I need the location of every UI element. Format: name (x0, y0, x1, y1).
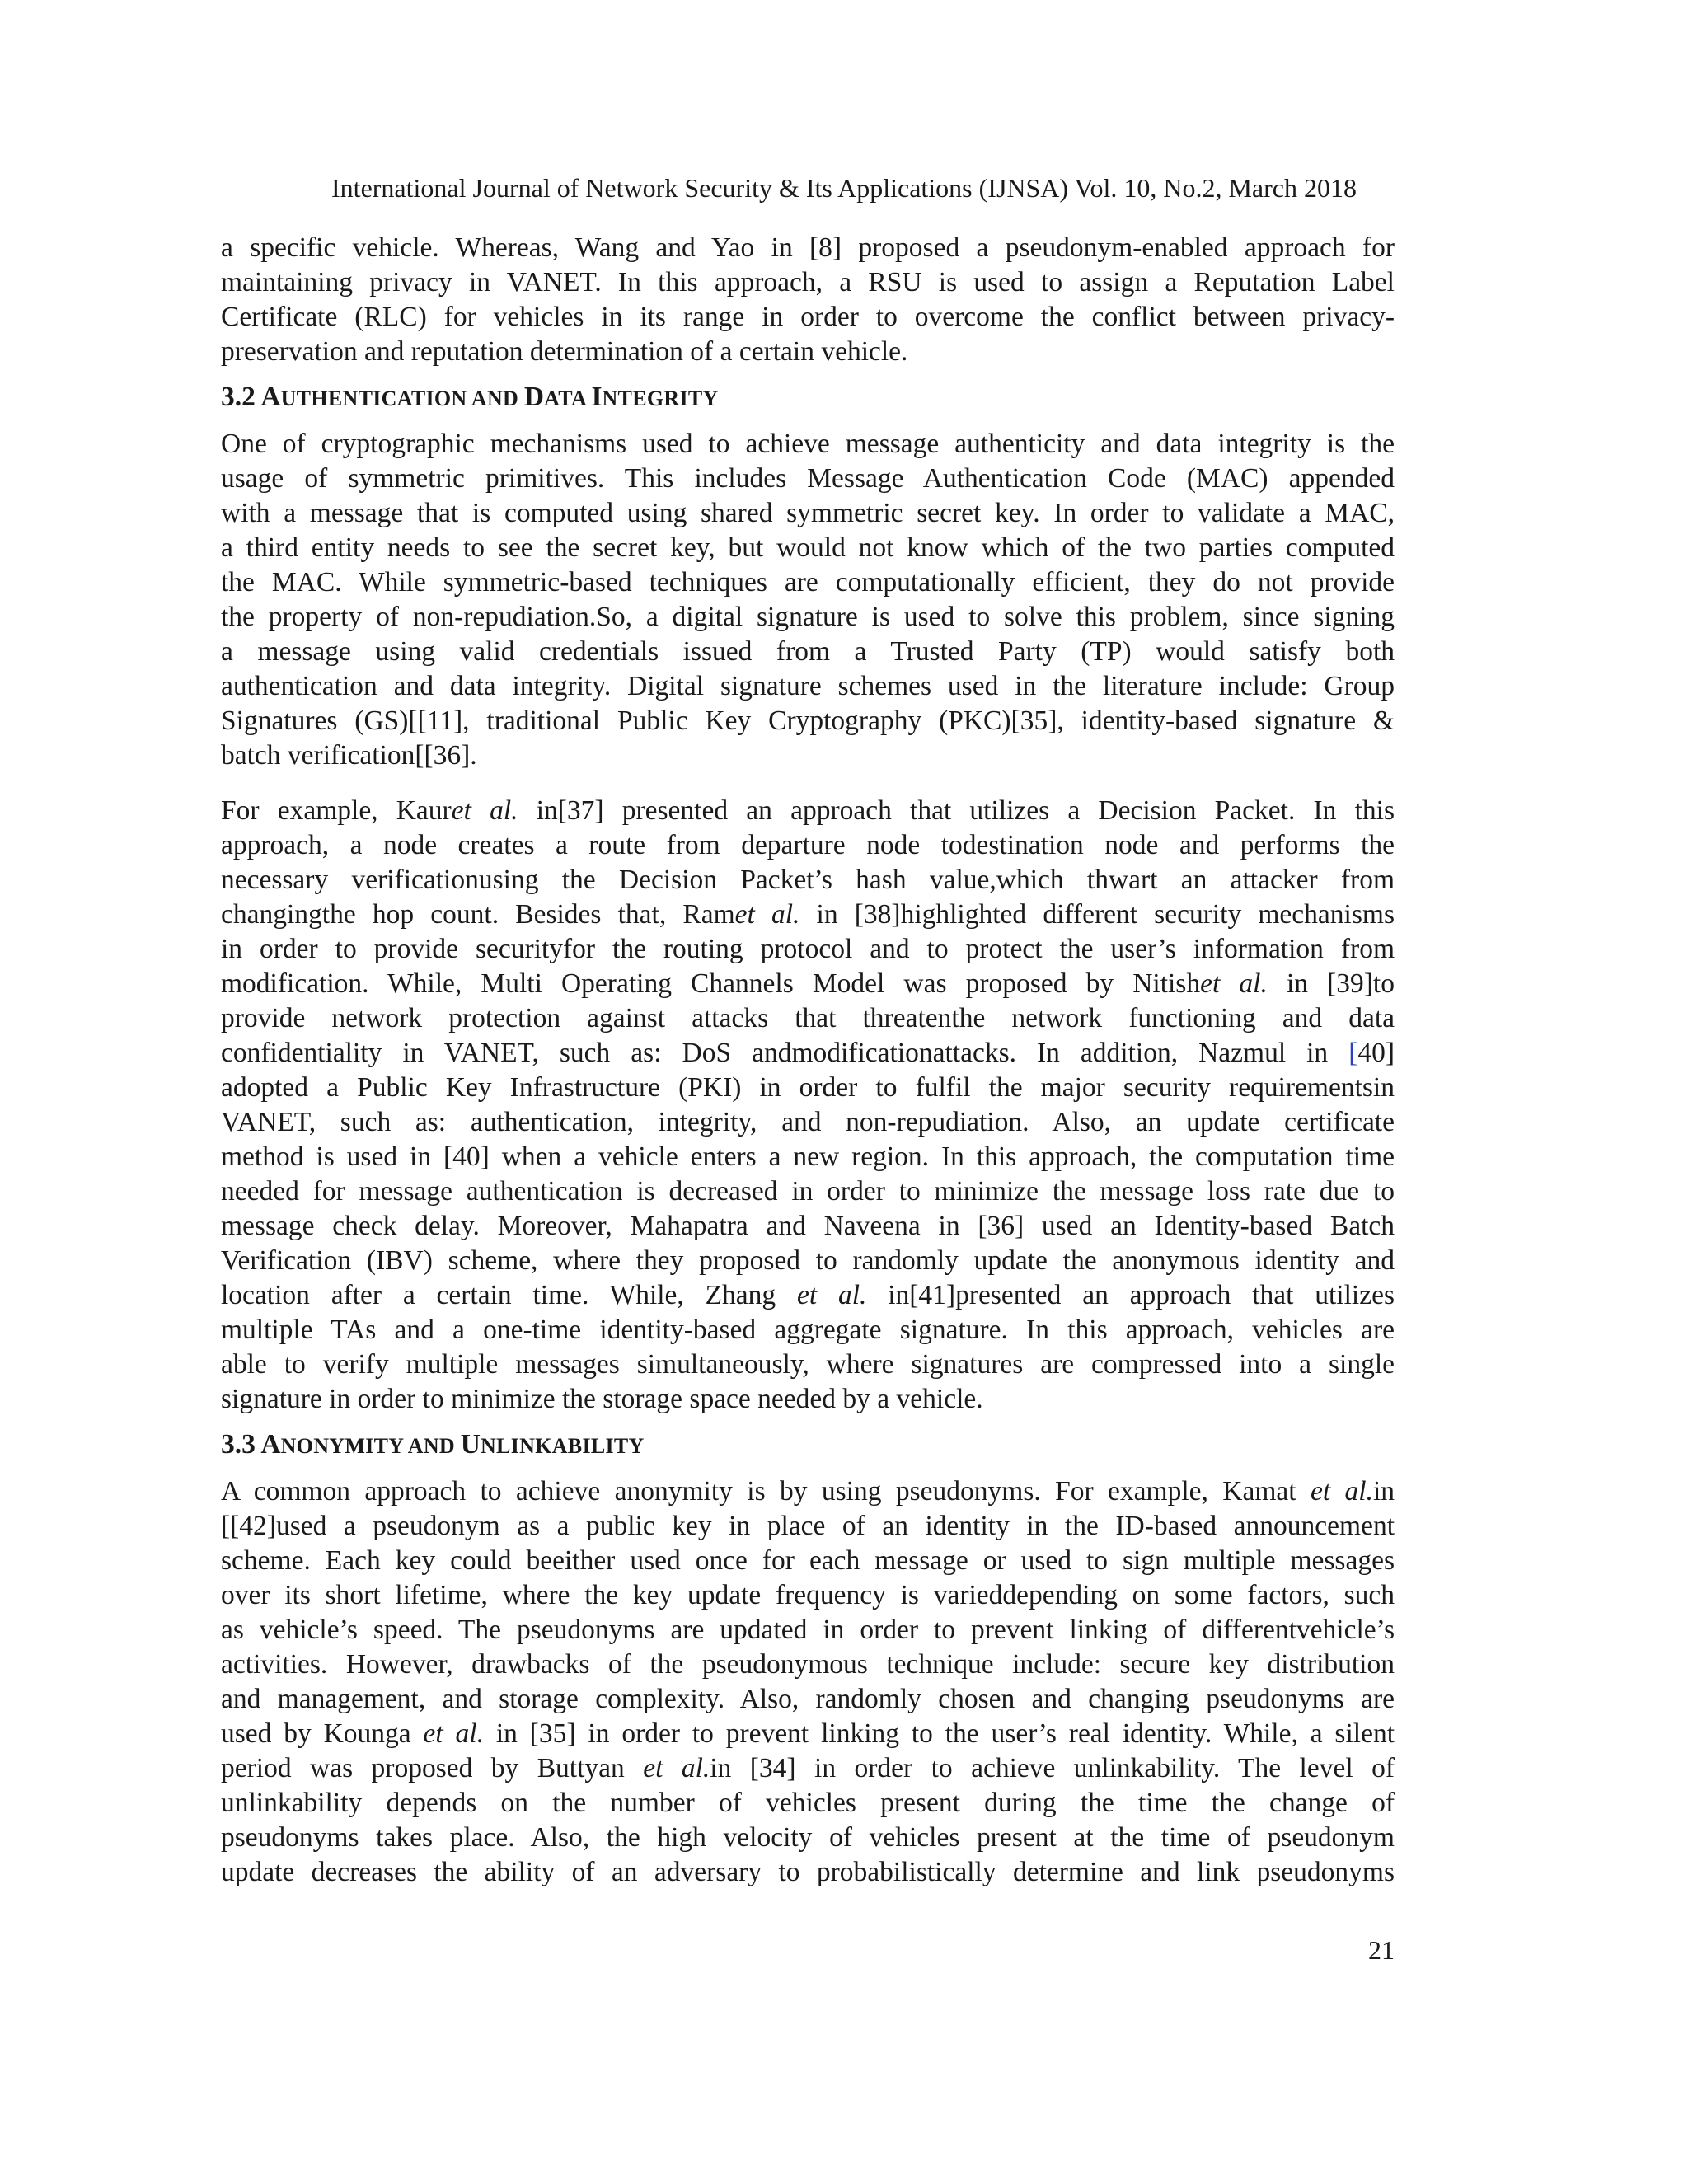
section-title-part: NLINKABILITY (480, 1434, 645, 1458)
text-run: in[41]presented an approach that utilizes (866, 1280, 1395, 1310)
text-run: used by Kounga (221, 1718, 424, 1749)
text-line: Certificate (RLC) for vehicles in its range in order to overcome the conflict between privacy- (221, 302, 1395, 332)
text-line (221, 1278, 1395, 1313)
et-al-italic: et al. (1200, 968, 1268, 999)
text-run: in[37] presented an approach that utilizes a Decision Packet. In this (518, 795, 1395, 826)
text-line: needed for message authentication is decreased in order to minimize the message loss rate due to (221, 1176, 1395, 1207)
section-title-part: NONYMITY AND (280, 1434, 461, 1458)
anonymity-paragraph (221, 1474, 1395, 1890)
text-line: unlinkability depends on the number of vehicles present during the time the change of (221, 1788, 1395, 1818)
section-title-part: A (260, 1429, 281, 1460)
text-line (221, 1036, 1395, 1071)
text-run: in [35] in order to prevent linking to the user’s real identity. While, a silent (484, 1718, 1395, 1749)
text-line: provide network protection against attacks that threatenthe network functioning and data (221, 1003, 1395, 1033)
section-title-part: U (460, 1429, 481, 1460)
text-line (221, 1474, 1395, 1509)
section-title-part: I (591, 382, 603, 412)
text-line: with a message that is computed using shared symmetric secret key. In order to validate a MAC, (221, 498, 1395, 528)
section-number: 3.3 (221, 1429, 256, 1460)
text-line: over its short lifetime, where the key update frequency is varieddepending on some factors, such (221, 1580, 1395, 1610)
text-line: as vehicle’s speed. The pseudonyms are updated in order to prevent linking of differentvehicle’s (221, 1615, 1395, 1645)
text-line (221, 1751, 1395, 1786)
text-line: in order to provide securityfor the routing protocol and to protect the user’s information from (221, 934, 1395, 964)
text-line: a third entity needs to see the secret key, but would not know which of the two parties computed (221, 532, 1395, 563)
text-line: adopted a Public Key Infrastructure (PKI) in order to fulfil the major security requirementsin (221, 1072, 1395, 1103)
text-run: in [39]to (1267, 968, 1395, 999)
section-title-part: D (523, 382, 545, 412)
section-heading-3-2 (221, 379, 1395, 417)
section-heading-3-3 (221, 1427, 1395, 1465)
text-line: able to verify multiple messages simultaneously, where signatures are compressed into a single (221, 1349, 1395, 1380)
text-line: update decreases the ability of an adversary to probabilistically determine and link pseudonyms (221, 1857, 1395, 1887)
text-line: Verification (IBV) scheme, where they proposed to randomly update the anonymous identity and (221, 1245, 1395, 1276)
text-line: [[42]used a pseudonym as a public key in place of an identity in the ID-based announcement (221, 1511, 1395, 1541)
text-run: modification. While, Multi Operating Channels Model was proposed by Nitish (221, 968, 1201, 999)
text-line: method is used in [40] when a vehicle enters a new region. In this approach, the computation time (221, 1141, 1395, 1172)
text-line: usage of symmetric primitives. This includes Message Authentication Code (MAC) appended (221, 463, 1395, 494)
page-number: 21 (1368, 1935, 1395, 1965)
text-line: pseudonyms takes place. Also, the high velocity of vehicles present at the time of pseudonym (221, 1822, 1395, 1853)
text-line (221, 967, 1395, 1001)
text-run: 40] (1357, 1038, 1395, 1068)
text-line: Signatures (GS)[[11], traditional Public Key Cryptography (PKC)[35], identity-based signature & (221, 705, 1395, 736)
intro-paragraph (221, 231, 1395, 369)
text-line: signature in order to minimize the storage space needed by a vehicle. (221, 1384, 983, 1414)
text-line (221, 898, 1395, 932)
text-line: preservation and reputation determination of a certain vehicle. (221, 336, 908, 367)
authentication-paragraph-1 (221, 427, 1395, 773)
et-al-italic: et al. (1310, 1476, 1373, 1507)
text-run: in [34] in order to achieve unlinkability. The level of (710, 1753, 1395, 1783)
page-body (221, 231, 1395, 1890)
et-al-italic: et al. (796, 1280, 867, 1310)
text-line: batch verification[[36]. (221, 740, 477, 771)
et-al-italic: et al. (734, 899, 800, 930)
et-al-italic: et al. (451, 795, 518, 826)
text-line: and management, and storage complexity. Also, randomly chosen and changing pseudonyms are (221, 1684, 1395, 1714)
text-line: scheme. Each key could beeither used once for each message or used to sign multiple messages (221, 1545, 1395, 1576)
text-run: A common approach to achieve anonymity is by using pseudonyms. For example, Kamat (221, 1476, 1311, 1507)
text-run: changingthe hop count. Besides that, Ram (221, 899, 735, 930)
text-line: the property of non-repudiation.So, a digital signature is used to solve this problem, since signing (221, 602, 1395, 632)
text-run: period was proposed by Buttyan (221, 1753, 644, 1783)
authentication-paragraph-2 (221, 794, 1395, 1417)
text-line: authentication and data integrity. Digital signature schemes used in the literature include: Group (221, 671, 1395, 701)
text-line (221, 794, 1395, 828)
text-line: message check delay. Moreover, Mahapatra and Naveena in [36] used an Identity-based Batch (221, 1211, 1395, 1241)
citation-link[interactable]: [ (1348, 1038, 1358, 1068)
text-run: For example, Kaur (221, 795, 452, 826)
text-line: VANET, such as: authentication, integrity, and non-repudiation. Also, an update certificate (221, 1107, 1395, 1137)
text-line: a specific vehicle. Whereas, Wang and Yao in [8] proposed a pseudonym-enabled approach for (221, 232, 1395, 263)
text-line: multiple TAs and a one-time identity-based aggregate signature. In this approach, vehicles are (221, 1315, 1395, 1345)
et-al-italic: et al. (423, 1718, 484, 1749)
et-al-italic: et al. (643, 1753, 710, 1783)
text-line (221, 1717, 1395, 1751)
text-line: One of cryptographic mechanisms used to achieve message authenticity and data integrity is the (221, 429, 1395, 459)
text-line: a message using valid credentials issued from a Trusted Party (TP) would satisfy both (221, 636, 1395, 667)
section-title-part: UTHENTICATION AND (280, 387, 524, 410)
text-line: the MAC. While symmetric-based techniques are computationally efficient, they do not provide (221, 567, 1395, 598)
text-run: in [38]highlighted different security mechanisms (799, 899, 1395, 930)
running-header: International Journal of Network Security & Its Applications (IJNSA) Vol. 10, No.2, March 2018 (331, 173, 1357, 203)
text-run: location after a certain time. While, Zhang (221, 1280, 797, 1310)
text-run: in (1372, 1476, 1395, 1507)
text-run: confidentiality in VANET, such as: DoS andmodificationattacks. In addition, Nazmul in (221, 1038, 1349, 1068)
text-line: approach, a node creates a route from departure node todestination node and performs the (221, 830, 1395, 860)
section-number: 3.2 (221, 382, 256, 412)
section-title-part: ATA (544, 387, 592, 410)
text-line: activities. However, drawbacks of the pseudonymous technique include: secure key distribution (221, 1649, 1395, 1680)
text-line: necessary verificationusing the Decision Packet’s hash value,which thwart an attacker from (221, 865, 1395, 895)
section-title-part: NTEGRITY (602, 387, 719, 410)
text-line: maintaining privacy in VANET. In this approach, a RSU is used to assign a Reputation Label (221, 267, 1395, 298)
section-title-part: A (260, 382, 281, 412)
